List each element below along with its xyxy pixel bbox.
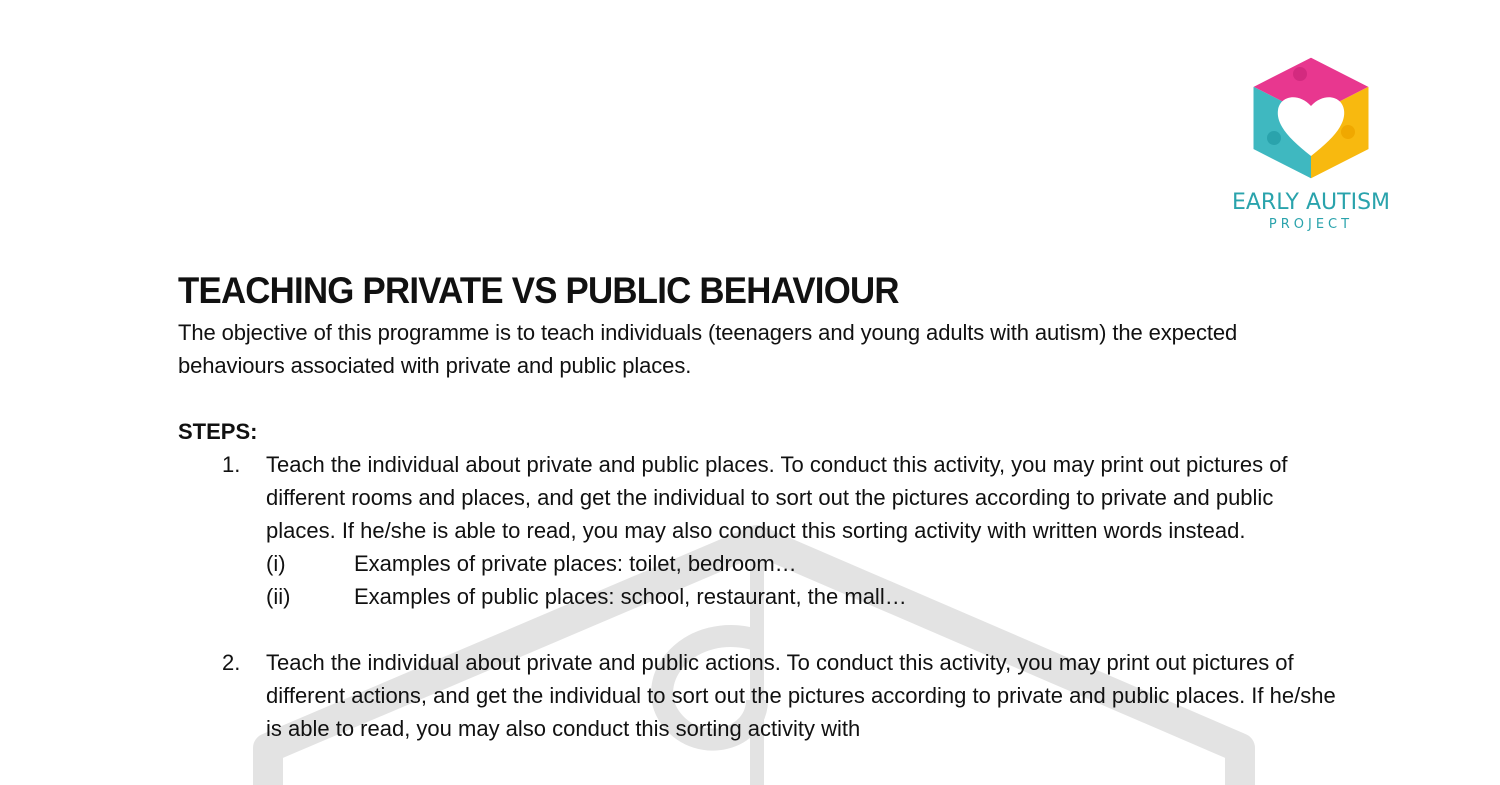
sub-item — [266, 547, 1338, 580]
step-text: Teach the individual about private and public places. To conduct this activity, you may print out pictures of different rooms and places, and get the individual to sort out the pictures according to private and public places. If he/she is able to read, you may also conduct this sorting activity with written words instead. — [266, 452, 1288, 543]
sub-item — [266, 580, 1338, 613]
step-number: 2. — [222, 650, 241, 675]
step-item — [178, 448, 1338, 613]
step-text: Teach the individual about private and public actions. To conduct this activity, you may print out pictures of different actions, and get the individual to sort out the pictures according to private and public places. If he/she is able to read, you may also conduct this sorting activity with — [266, 650, 1336, 741]
sub-item-text: Examples of public places: school, restaurant, the mall… — [354, 584, 907, 609]
spacer — [178, 613, 1338, 646]
sub-item-number: (i) — [266, 551, 286, 576]
logo-name: EARLY AUTISM — [1231, 190, 1391, 215]
sub-item-text: Examples of private places: toilet, bedroom… — [354, 551, 797, 576]
step-item — [178, 646, 1338, 745]
sub-item-number: (ii) — [266, 584, 291, 609]
logo-subname: PROJECT — [1268, 217, 1354, 232]
steps-heading: STEPS: — [178, 419, 258, 444]
step-number: 1. — [222, 452, 241, 477]
document-content — [178, 266, 1338, 745]
page-title: TEACHING PRIVATE VS PUBLIC BEHAVIOUR — [178, 270, 899, 311]
objective-paragraph: The objective of this programme is to teach individuals (teenagers and young adults with autism) the expected behaviours associated with private and public places. — [178, 320, 1238, 378]
steps-list — [178, 448, 1338, 745]
